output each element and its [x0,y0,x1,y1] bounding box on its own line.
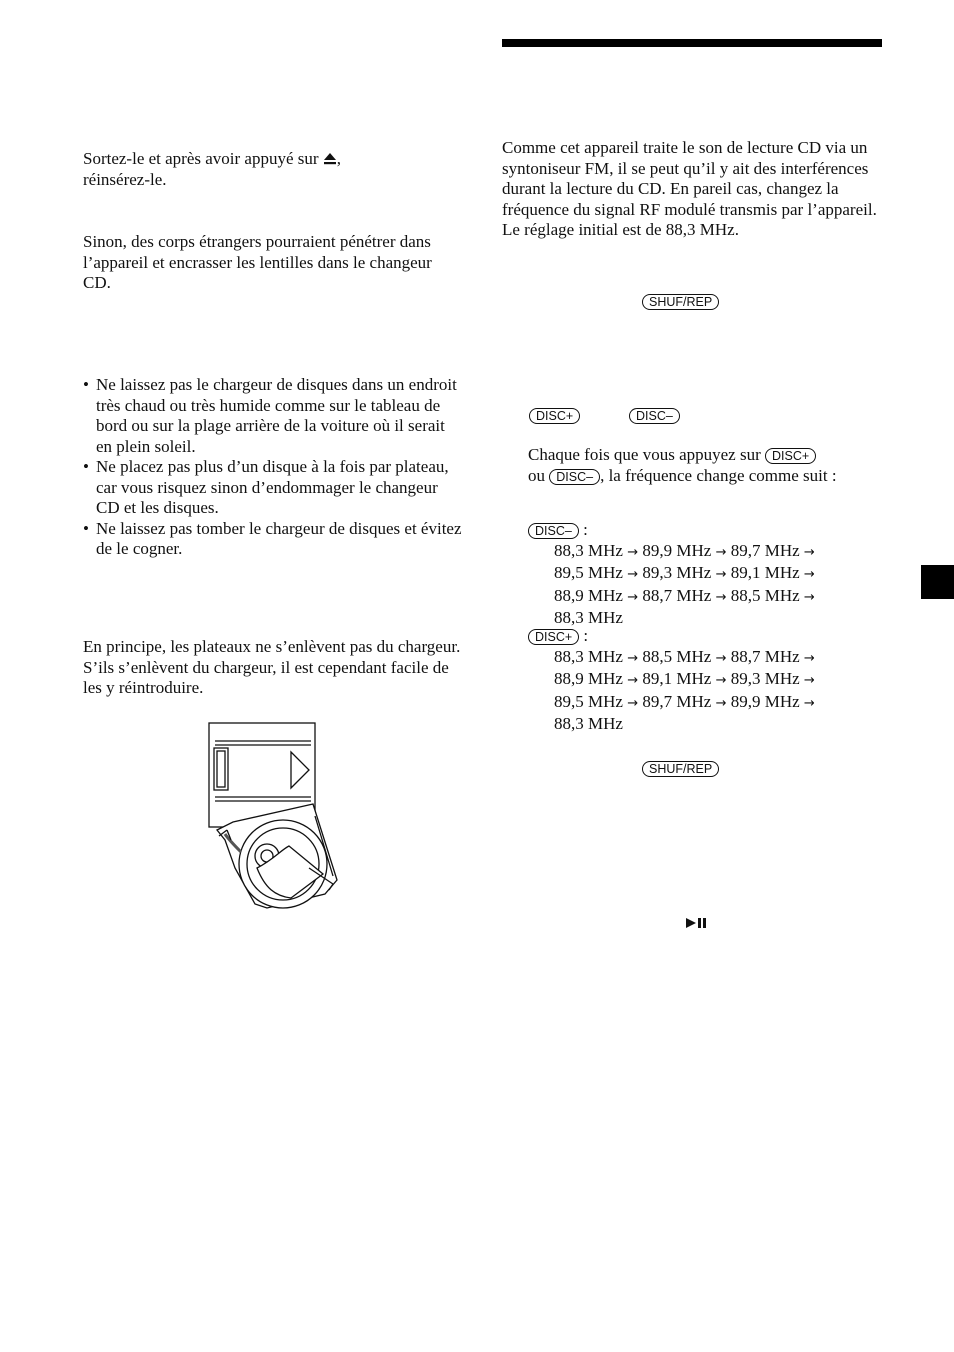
frequency-row: 88,9 MHz → 89,1 MHz → 89,3 MHz → [554,669,815,688]
disc-plus-sequence [528,626,882,735]
frequency-row: 88,3 MHz [554,714,623,733]
frequency-row: 88,3 MHz → 89,9 MHz → 89,7 MHz → [554,540,815,560]
disc-minus-button[interactable]: DISC– [629,408,680,424]
disc-tray-illustration [205,718,345,914]
disc-minus-button[interactable]: DISC– [528,523,579,539]
list-item: • Ne laissez pas tomber le chargeur de disques et évitez de le cogner. [83,519,463,560]
frequency-row: 89,5 MHz → 89,7 MHz → 89,9 MHz → [554,691,815,711]
trays-paragraph: En principe, les plateaux ne s’enlèvent pas du chargeur. S’ils s’enlèvent du chargeur, il est cependant facile de les y réintroduire. [83,637,461,697]
list-item: • Ne placez pas plus d’un disque à la fois par plateau, car vous risquez sinon d’endommager le changeur CD et les disques. [83,457,463,519]
frequency-row: 88,3 MHz → 88,5 MHz → 88,7 MHz → [554,646,815,666]
play-pause-icon[interactable] [686,914,710,935]
foreign-bodies-warning: Sinon, des corps étrangers pourraient pénétrer dans l’appareil et encrasser les lentilles dans le changeur CD. [83,232,432,292]
precautions-list [83,375,463,560]
sequence-label: DISC– : [528,520,882,541]
eject-icon [323,149,337,168]
frequency-row: 88,3 MHz [554,608,623,627]
list-item: • Ne laissez pas le chargeur de disques dans un endroit très chaud ou très humide comme sur le tableau de bord ou sur la plage arrière de la voiture où il serait en plein soleil. [83,375,463,457]
intro-paragraph: Comme cet appareil traite le son de lecture CD via un syntoniseur FM, il se peut qu’il y ait des interférences durant la lecture du CD. En pareil cas, changez la fréquence du signal RF modulé transmis par l’appareil. Le réglage initial est de 88,3 MHz. [502,138,877,239]
sequence-label: DISC+ : [528,626,882,647]
reinsert-instruction: Sortez-le et après avoir appuyé sur , réinsérez-le. [83,149,342,189]
disc-minus-button[interactable]: DISC– [549,469,600,485]
disc-plus-button[interactable]: DISC+ [528,629,579,645]
disc-plus-button[interactable]: DISC+ [765,448,816,464]
section-tab-marker [921,565,954,599]
frequency-row: 88,9 MHz → 88,7 MHz → 88,5 MHz → [554,585,815,605]
disc-plus-button[interactable]: DISC+ [529,408,580,424]
shuf-rep-button[interactable]: SHUF/REP [642,761,719,777]
section-rule [502,39,882,47]
frequency-row: 89,5 MHz → 89,3 MHz → 89,1 MHz → [554,563,815,582]
each-press-paragraph: Chaque fois que vous appuyez sur DISC+ ou DISC– , la fréquence change comme suit : [528,445,837,485]
shuf-rep-button[interactable]: SHUF/REP [642,294,719,310]
disc-minus-sequence [528,520,882,629]
